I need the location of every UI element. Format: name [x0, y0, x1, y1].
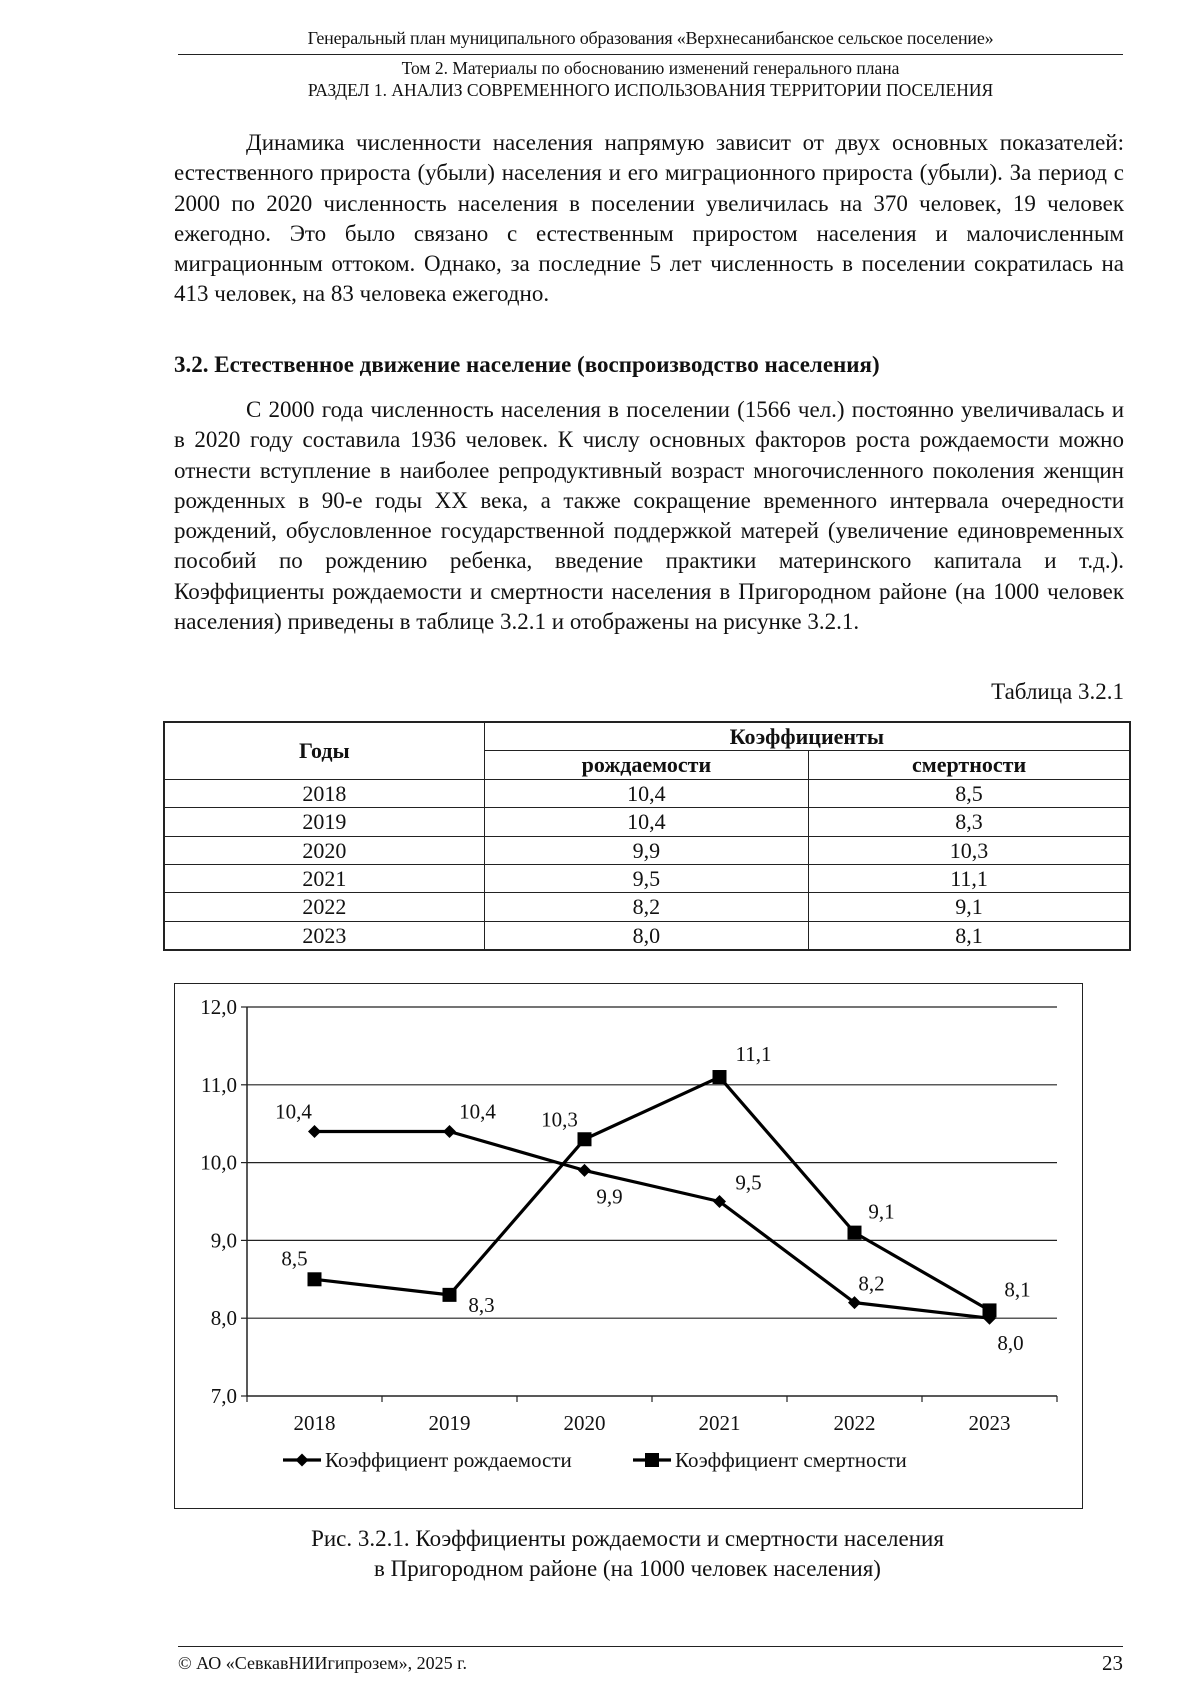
- legend-diamond-icon: [296, 1454, 309, 1467]
- section-heading: 3.2. Естественное движение население (воспроизводство населения): [174, 352, 880, 377]
- cell-year: 2023: [164, 921, 484, 950]
- line-chart: [174, 983, 1083, 1509]
- legend-square-icon: [645, 1453, 659, 1467]
- footer-copyright: © АО «СевкавНИИгипрозем», 2025 г.: [178, 1653, 467, 1673]
- data-label-birth: 9,5: [735, 1170, 762, 1195]
- x-tick-label: 2023: [968, 1411, 1011, 1435]
- table-row: [164, 893, 1130, 921]
- cell-death: 8,1: [809, 921, 1130, 950]
- cell-death: 11,1: [809, 865, 1130, 893]
- x-tick-label: 2020: [563, 1411, 606, 1435]
- data-label-death: 8,5: [281, 1246, 308, 1271]
- col-header-birth: рождаемости: [484, 751, 808, 779]
- legend-label-death: Коэффициент смертности: [675, 1448, 907, 1472]
- cell-death: 8,5: [809, 779, 1130, 807]
- col-header-coefficients: Коэффициенты: [484, 722, 1130, 751]
- data-label-death: 9,1: [868, 1199, 895, 1224]
- x-tick-label: 2022: [833, 1411, 876, 1435]
- table-caption: Таблица 3.2.1: [991, 679, 1124, 704]
- point-death: [983, 1303, 997, 1317]
- cell-birth: 9,9: [484, 836, 808, 864]
- point-death: [308, 1272, 322, 1286]
- data-label-birth: 9,9: [596, 1184, 623, 1209]
- legend-label-birth: Коэффициент рождаемости: [325, 1448, 572, 1472]
- point-death: [443, 1288, 457, 1302]
- cell-year: 2019: [164, 808, 484, 836]
- y-tick-label: 10,0: [200, 1150, 237, 1175]
- table-row: [164, 921, 1130, 950]
- point-death: [578, 1132, 592, 1146]
- data-label-birth: 10,4: [275, 1099, 312, 1124]
- col-header-death: смертности: [809, 751, 1130, 779]
- cell-birth: 10,4: [484, 779, 808, 807]
- table-row: [164, 808, 1130, 836]
- data-label-death: 8,3: [468, 1292, 495, 1317]
- series-line-death: [315, 1077, 990, 1310]
- header-section: РАЗДЕЛ 1. АНАЛИЗ СОВРЕМЕННОГО ИСПОЛЬЗОВАНИЯ ТЕРРИТОРИИ ПОСЕЛЕНИЯ: [307, 80, 994, 100]
- footer-rule: [178, 1646, 1123, 1647]
- y-tick-label: 7,0: [210, 1384, 237, 1408]
- coefficients-table: [163, 721, 1131, 951]
- y-tick-label: 8,0: [210, 1306, 237, 1331]
- header-volume: Том 2. Материалы по обоснованию изменений генерального плана: [401, 58, 900, 78]
- cell-death: 10,3: [809, 836, 1130, 864]
- page-number: 23: [1102, 1651, 1123, 1675]
- point-birth: [578, 1164, 591, 1177]
- paragraph-population-dynamics: Динамика численности населения напрямую зависит от двух основных показателей: естественного прироста (убыли) населения и его миграционного прироста (убыли). За период с 2000 по 2020 численность населения в поселении увеличилась на 370 человек, 19 человек ежегодно. Это было связано с естественным приростом населения и малочисленным миграционным оттоком. Однако, за последние 5 лет численность в поселении сократилась на 413 человек, на 83 человека ежегодно.: [174, 130, 1124, 307]
- y-tick-label: 9,0: [210, 1228, 237, 1253]
- cell-year: 2018: [164, 779, 484, 807]
- cell-birth: 8,0: [484, 921, 808, 950]
- header-title: Генеральный план муниципального образования «Верхнесанибанское сельское поселение»: [307, 28, 994, 48]
- cell-year: 2022: [164, 893, 484, 921]
- paragraph-natural-movement: С 2000 года численность населения в поселении (1566 чел.) постоянно увеличивалась и в 2020 году составила 1936 человек. К числу основных факторов роста рождаемости можно отнести вступление в наиболее репродуктивный возраст многочисленного поколения женщин рожденных в 90-е годы XX века, а также сокращение временного интервала очередности рождений, обусловленное государственной поддержкой матерей (увеличение единовременных пособий по рождению ребенка, введение практики материнского капитала и т.д.). Коэффициенты рождаемости и смертности населения в Пригородном районе (на 1000 человек населения) приведены в таблице 3.2.1 и отображены на рисунке 3.2.1.: [174, 397, 1124, 635]
- figure-caption-line1: Рис. 3.2.1. Коэффициенты рождаемости и смертности населения: [311, 1526, 944, 1551]
- cell-year: 2020: [164, 836, 484, 864]
- table-row: [164, 836, 1130, 864]
- y-tick-label: 11,0: [201, 1072, 237, 1097]
- cell-birth: 10,4: [484, 808, 808, 836]
- x-tick-label: 2021: [698, 1411, 741, 1435]
- cell-death: 8,3: [809, 808, 1130, 836]
- table-row: [164, 865, 1130, 893]
- point-birth: [308, 1125, 321, 1138]
- figure-caption: [174, 1524, 1081, 1584]
- chart-svg: [175, 984, 1082, 1508]
- data-label-birth: 8,2: [858, 1271, 885, 1296]
- x-tick-label: 2019: [428, 1411, 471, 1435]
- point-death: [713, 1070, 727, 1084]
- data-label-death: 11,1: [735, 1042, 772, 1067]
- data-label-death: 8,1: [1004, 1277, 1031, 1302]
- x-tick-label: 2018: [293, 1411, 336, 1435]
- data-label-death: 10,3: [541, 1107, 578, 1132]
- data-label-birth: 10,4: [459, 1099, 496, 1124]
- col-header-years: Годы: [164, 722, 484, 779]
- cell-birth: 9,5: [484, 865, 808, 893]
- figure-caption-line2: в Пригородном районе (на 1000 человек населения): [374, 1556, 881, 1581]
- cell-birth: 8,2: [484, 893, 808, 921]
- table-row: [164, 779, 1130, 807]
- data-label-birth: 8,0: [997, 1331, 1024, 1356]
- header-rule: [178, 54, 1123, 55]
- point-birth: [443, 1125, 456, 1138]
- cell-year: 2021: [164, 865, 484, 893]
- cell-death: 9,1: [809, 893, 1130, 921]
- point-death: [848, 1226, 862, 1240]
- y-tick-label: 12,0: [200, 995, 237, 1019]
